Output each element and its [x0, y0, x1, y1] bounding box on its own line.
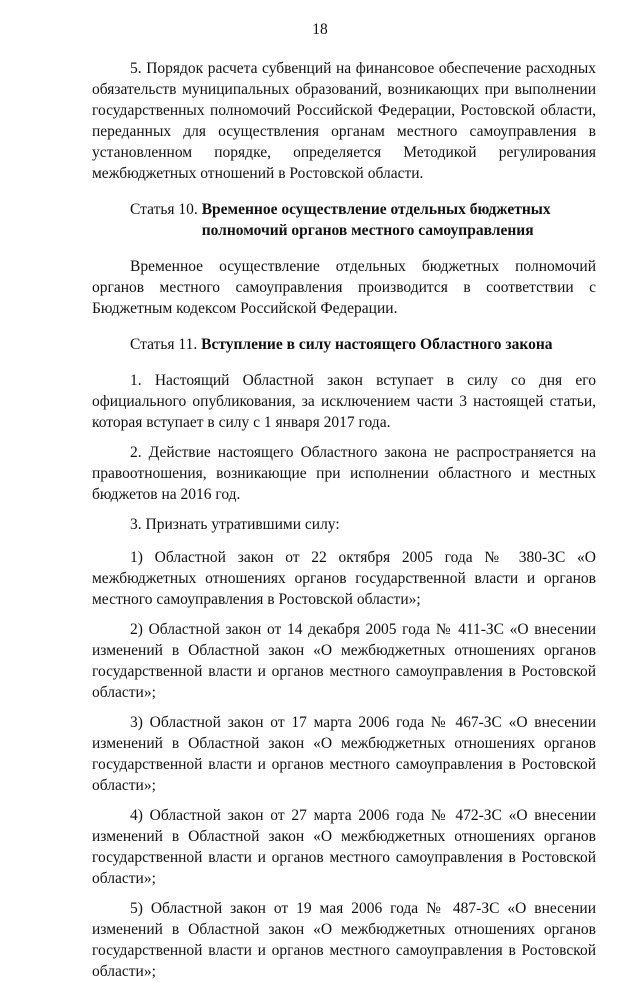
- document-body: [92, 58, 596, 982]
- repealed-law-2: 2) Областной закон от 14 декабря 2005 года № 411-ЗС «О внесении изменений в Областной закон «О межбюджетных отношениях органов государственной власти и органов местного самоуправления в Ростовской области»;: [92, 621, 596, 701]
- article-10-label: Статья 10.: [130, 201, 202, 218]
- repealed-law-1: 1) Областной закон от 22 октября 2005 года № 380-ЗС «О межбюджетных отношениях органов государственной власти и органов местного самоуправления в Ростовской области»;: [92, 549, 596, 608]
- article-11-label: Статья 11.: [130, 336, 202, 353]
- article-10-title: Временное осуществление отдельных бюджетных полномочий органов местного самоуправления: [201, 201, 551, 239]
- article-10-text: Временное осуществление отдельных бюджетных полномочий органов местного самоуправления производится в соответствии с Бюджетным кодексом Российской Федерации.: [92, 258, 596, 317]
- article-11-item-1: 1. Настоящий Областной закон вступает в силу со дня его официального опубликования, за исключением части 3 настоящей статьи, которая вступает в силу с 1 января 2017 года.: [92, 372, 596, 431]
- paragraph-subvention-calculation: 5. Порядок расчета субвенций на финансовое обеспечение расходных обязательств муниципальных образований, возникающих при выполнении государственных полномочий Российской Федерации, Ростовской области, переданных для осуществления органам местного самоуправления в установленном порядке, определяется Методикой регулирования межбюджетных отношений в Ростовской области.: [92, 60, 596, 182]
- page-number: 18: [312, 21, 328, 38]
- article-11-title: Вступление в силу настоящего Областного закона: [201, 336, 553, 353]
- repealed-law-4: 4) Областной закон от 27 марта 2006 года № 472-ЗС «О внесении изменений в Областной закон «О межбюджетных отношениях органов государственной власти и органов местного самоуправления в Ростовской области»;: [92, 807, 596, 887]
- repealed-law-3: 3) Областной закон от 17 марта 2006 года № 467-ЗС «О внесении изменений в Областной закон «О межбюджетных отношениях органов государственной власти и органов местного самоуправления в Ростовской области»;: [92, 714, 596, 794]
- article-10-heading: [92, 199, 596, 241]
- article-11-item-2: 2. Действие настоящего Областного закона не распространяется на правоотношения, возникающие при исполнении областного и местных бюджетов на 2016 год.: [92, 444, 596, 503]
- article-11-item-3: 3. Признать утратившими силу:: [130, 516, 340, 533]
- repealed-law-5: 5) Областной закон от 19 мая 2006 года № 487-ЗС «О внесении изменений в Областной закон «О межбюджетных отношениях органов государственной власти и органов местного самоуправления в Ростовской области»;: [92, 900, 596, 980]
- article-11-heading: [92, 334, 596, 355]
